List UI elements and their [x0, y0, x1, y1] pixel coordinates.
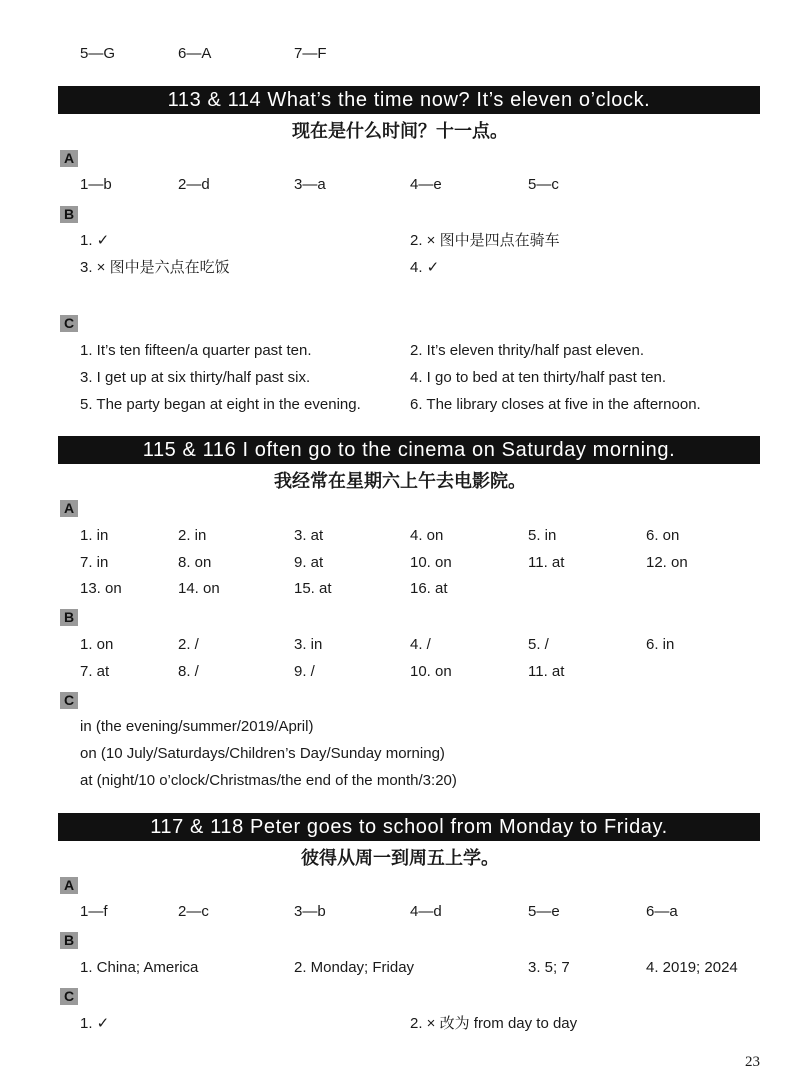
- answer-item: 2. in: [178, 527, 207, 544]
- section-chinese-title: 现在是什么时间？十一点。: [292, 121, 508, 142]
- answer-item: 4—e: [410, 176, 442, 193]
- answer-item: 10. on: [410, 554, 452, 571]
- answer-item: 4. I go to bed at ten thirty/half past ten.: [410, 369, 666, 386]
- answer-item: 8. on: [178, 554, 212, 571]
- answer-row: [80, 395, 760, 415]
- answer-row: [80, 341, 760, 361]
- answer-item: 5—G: [80, 45, 116, 62]
- answer-row: [80, 368, 760, 388]
- answer-item: 3—b: [294, 903, 326, 920]
- answer-item: 1. on: [80, 636, 114, 653]
- answer-item: 1—b: [80, 176, 112, 193]
- section-title-banner: 117 & 118 Peter goes to school from Monday to Friday.: [58, 813, 760, 841]
- exercise-label-c: C: [60, 692, 78, 709]
- answer-item: 7—F: [294, 45, 327, 62]
- answer-item: 2. It’s eleven thrity/half past eleven.: [410, 342, 645, 359]
- answer-row: [80, 662, 760, 682]
- answer-item: 11. at: [528, 663, 565, 680]
- answer-item: 16. at: [410, 580, 448, 597]
- section-chinese-title: 彼得从周一到周五上学。: [301, 848, 499, 869]
- answer-item: 7. in: [80, 554, 109, 571]
- answer-item: 2—c: [178, 903, 209, 920]
- answer-row-top: [80, 44, 760, 64]
- answer-line: at (night/10 o’clock/Christmas/the end of the month/3:20): [80, 772, 457, 789]
- answer-row: [80, 553, 760, 573]
- exercise-label-b: B: [60, 609, 78, 626]
- answer-item: 8. /: [178, 663, 199, 680]
- answer-item: 3—a: [294, 176, 326, 193]
- section-chinese-title: 我经常在星期六上午去电影院。: [274, 471, 526, 492]
- answer-row: [80, 635, 760, 655]
- answer-item: 4. /: [410, 636, 431, 653]
- answer-item: 1. ✓: [80, 232, 110, 249]
- answer-item: 2. × 改为 from day to day: [410, 1015, 578, 1032]
- answer-item: 3. in: [294, 636, 323, 653]
- answer-item: 1. ✓: [80, 1015, 110, 1032]
- answer-item: 14. on: [178, 580, 220, 597]
- section-title-banner: 113 & 114 What’s the time now? It’s eleven o’clock.: [58, 86, 760, 114]
- answer-row: [80, 958, 760, 978]
- answer-item: 4. ✓: [410, 259, 440, 276]
- answer-line: on (10 July/Saturdays/Children’s Day/Sunday morning): [80, 745, 445, 762]
- answer-item: 13. on: [80, 580, 122, 597]
- answer-item: 5—e: [528, 903, 560, 920]
- answer-row: [80, 579, 760, 599]
- answer-item: 10. on: [410, 663, 452, 680]
- answer-item: 5. The party began at eight in the evening.: [80, 396, 361, 413]
- answer-item: 3. × 图中是六点在吃饭: [80, 259, 230, 276]
- page-number: 23: [745, 1054, 760, 1070]
- exercise-label-a: A: [60, 150, 78, 167]
- exercise-label-a: A: [60, 500, 78, 517]
- exercise-label-b: B: [60, 932, 78, 949]
- exercise-label-c: C: [60, 315, 78, 332]
- answer-item: 1. in: [80, 527, 109, 544]
- answer-item: 7. at: [80, 663, 110, 680]
- answer-item: 4. on: [410, 527, 444, 544]
- answer-item: 15. at: [294, 580, 332, 597]
- answer-item: 5. in: [528, 527, 557, 544]
- answer-item: 9. at: [294, 554, 324, 571]
- exercise-label-b: B: [60, 206, 78, 223]
- section-title-banner: 115 & 116 I often go to the cinema on Saturday morning.: [58, 436, 760, 464]
- answer-item: 1. It’s ten fifteen/a quarter past ten.: [80, 342, 312, 359]
- answer-item: 1—f: [80, 903, 108, 920]
- answer-item: 9. /: [294, 663, 315, 680]
- answer-item: 4—d: [410, 903, 442, 920]
- answer-row: [80, 231, 760, 251]
- answer-item: 5. /: [528, 636, 549, 653]
- answer-row: [80, 258, 760, 278]
- answer-item: 2. Monday; Friday: [294, 959, 415, 976]
- answer-row: [80, 175, 760, 195]
- answer-item: 3. 5; 7: [528, 959, 570, 976]
- answer-item: 6. on: [646, 527, 680, 544]
- answer-row: [80, 902, 760, 922]
- answer-row: [80, 526, 760, 546]
- exercise-label-c: C: [60, 988, 78, 1005]
- answer-item: 6. in: [646, 636, 675, 653]
- answer-item: 2. /: [178, 636, 199, 653]
- answer-item: 1. China; America: [80, 959, 199, 976]
- answer-item: 6. The library closes at five in the afternoon.: [410, 396, 701, 413]
- answer-item: 12. on: [646, 554, 688, 571]
- answer-item: 2. × 图中是四点在骑车: [410, 232, 560, 249]
- answer-item: 11. at: [528, 554, 565, 571]
- answer-item: 6—a: [646, 903, 678, 920]
- answer-item: 3. at: [294, 527, 324, 544]
- answer-item: 4. 2019; 2024: [646, 959, 738, 976]
- answer-item: 3. I get up at six thirty/half past six.: [80, 369, 311, 386]
- answer-item: 6—A: [178, 45, 212, 62]
- answer-item: 2—d: [178, 176, 210, 193]
- exercise-label-a: A: [60, 877, 78, 894]
- answer-item: 5—c: [528, 176, 559, 193]
- answer-row: [80, 1014, 760, 1034]
- answer-line: in (the evening/summer/2019/April): [80, 718, 314, 735]
